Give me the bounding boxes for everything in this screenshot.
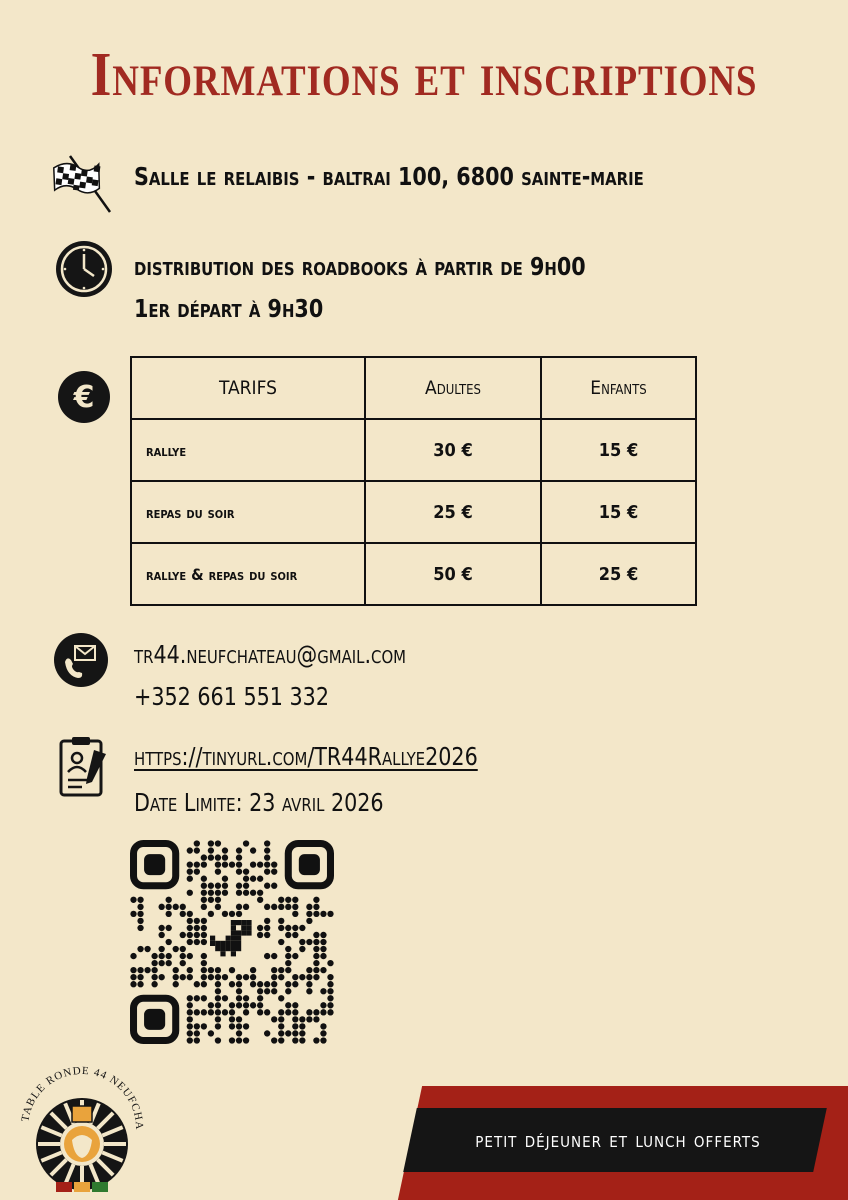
column-header: Adultes	[365, 357, 541, 419]
row-label: repas du soir	[131, 481, 365, 543]
round-table-logo-icon	[16, 1060, 148, 1200]
price-enfants: 15 €	[541, 481, 696, 543]
clock-icon	[55, 240, 113, 302]
registration-deadline: Date Limite: 23 avril 2026	[134, 788, 384, 817]
venue-address: Salle le relaibis - baltrai 100, 6800 sainte-marie	[134, 162, 644, 191]
euro-icon	[57, 370, 111, 428]
column-header: Enfants	[541, 357, 696, 419]
row-label: rallye	[131, 419, 365, 481]
clipboard-form-icon	[58, 736, 110, 802]
price-adultes: 25 €	[365, 481, 541, 543]
tarifs-table	[130, 356, 697, 606]
roadbook-distribution: distribution des roadbooks à partir de 9h00	[134, 252, 586, 281]
row-label: rallye & repas du soir	[131, 543, 365, 605]
qr-code-dino-icon[interactable]	[130, 840, 334, 1048]
svg-text:€: €	[73, 380, 95, 415]
price-enfants: 25 €	[541, 543, 696, 605]
banner-text: petit déjeuner et lunch offerts	[475, 1127, 761, 1153]
column-header: TARIFS	[131, 357, 365, 419]
table-row	[131, 419, 696, 481]
checkered-flag-icon	[52, 150, 114, 218]
table-row	[131, 481, 696, 543]
contact-email[interactable]: tr44.neufchateau@gmail.com	[134, 640, 407, 669]
email-phone-icon	[53, 632, 109, 692]
price-adultes: 30 €	[365, 419, 541, 481]
price-enfants: 15 €	[541, 419, 696, 481]
registration-link[interactable]: https://tinyurl.com/TR44Rallye2026	[134, 742, 478, 771]
contact-phone[interactable]: +352 661 551 332	[134, 682, 329, 711]
first-departure: 1er départ à 9h30	[134, 294, 324, 323]
logo-text: TABLE RONDE 44 NEUFCHA	[19, 1064, 146, 1130]
page-title: Informations et inscriptions	[90, 41, 758, 109]
price-adultes: 50 €	[365, 543, 541, 605]
table-header-row	[131, 357, 696, 419]
table-row	[131, 543, 696, 605]
